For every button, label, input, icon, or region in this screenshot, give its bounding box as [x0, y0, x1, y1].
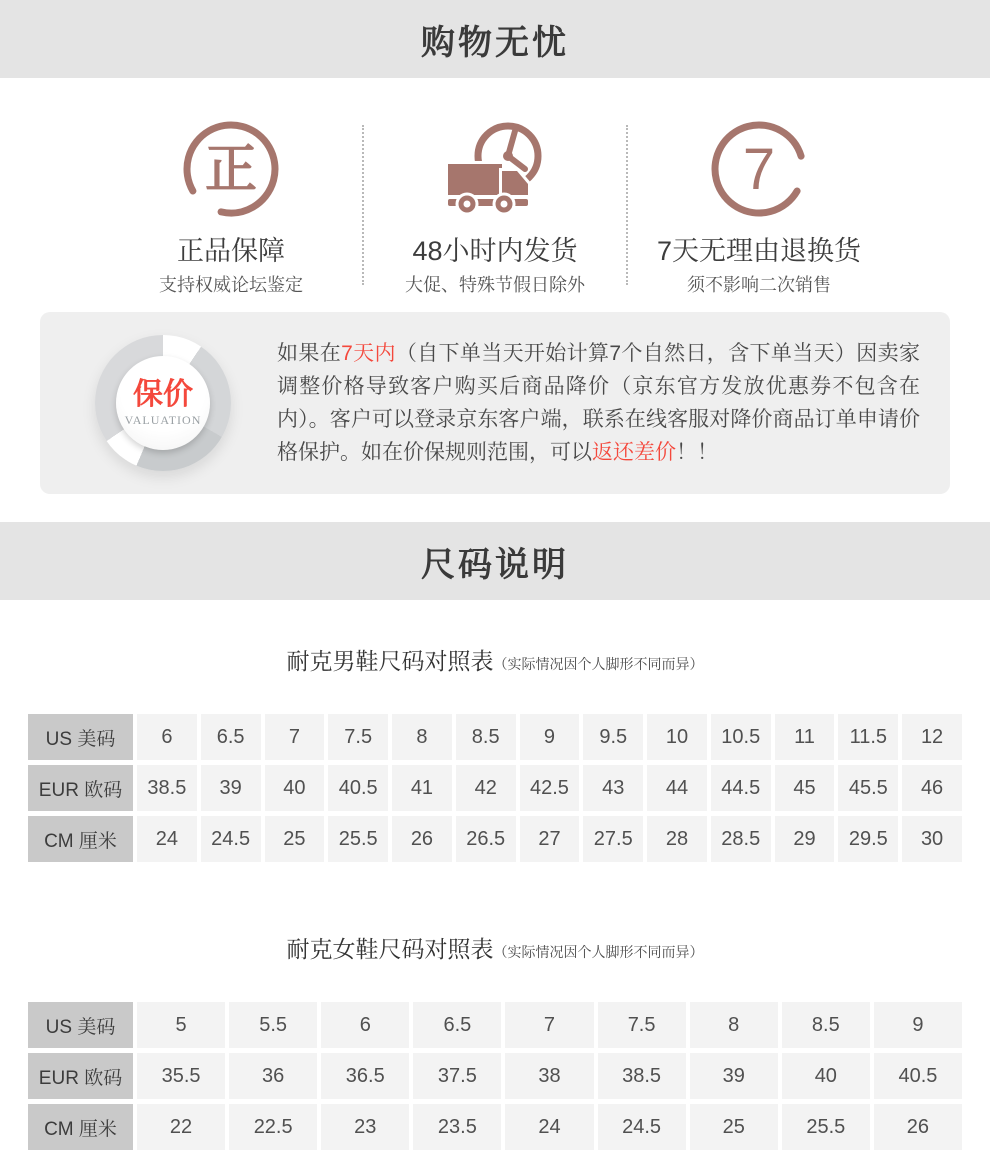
- table-row: [28, 765, 962, 811]
- guarantee-title: 7天无理由退换货: [656, 236, 862, 266]
- size-cell: 45: [775, 765, 835, 811]
- size-cell: 8: [392, 714, 452, 760]
- size-cell: 35.5: [137, 1053, 225, 1099]
- size-cell: 24.5: [598, 1104, 686, 1150]
- size-cell: 44.5: [711, 765, 771, 811]
- guarantee-authenticity: [100, 114, 362, 296]
- seven-glyph: 7: [742, 137, 776, 202]
- size-cell: 24: [505, 1104, 593, 1150]
- size-cell: 40: [782, 1053, 870, 1099]
- price-text-segment: ！！: [676, 441, 718, 464]
- guarantee-shipping: [364, 114, 626, 296]
- mens-table-title-note: （实际情况因个人脚形不同而异）: [493, 656, 704, 672]
- size-cell: 42: [456, 765, 516, 811]
- table-row: [28, 1002, 962, 1048]
- size-cell: 8.5: [456, 714, 516, 760]
- shopping-section-header: [0, 0, 990, 78]
- size-cell: 11: [775, 714, 835, 760]
- size-row-header: US 美码: [28, 714, 133, 760]
- size-cell: 22: [137, 1104, 225, 1150]
- size-cell: 40: [265, 765, 325, 811]
- size-cell: 25.5: [782, 1104, 870, 1150]
- price-text-segment: （自下单当天开始计算7个自然日，含下单当天）因卖家调整价格导致客户购买后商品降价（京东官方发放优惠券不包含在内）。客户可以登录京东客户端，联系在线客服对降价商品订单申请价格保护。如在价保规则范围，可以: [277, 342, 920, 464]
- mens-size-table: [28, 714, 962, 862]
- size-cell: 28: [647, 816, 707, 862]
- womens-table-title-note: （实际情况因个人脚形不同而异）: [493, 944, 704, 960]
- authenticity-seal-icon: [176, 114, 286, 224]
- size-row-header: CM 厘米: [28, 1104, 133, 1150]
- shipping-truck-clock-icon: [440, 114, 550, 224]
- size-cell: 43: [583, 765, 643, 811]
- badge-title: 保价: [133, 377, 193, 411]
- price-protection-badge-inner: [116, 356, 210, 450]
- size-row-header: EUR 欧码: [28, 765, 133, 811]
- guarantee-subtitle: 大促、特殊节假日除外: [405, 275, 585, 295]
- size-cell: 7: [265, 714, 325, 760]
- guarantee-row: [100, 78, 890, 304]
- womens-table-title: [0, 934, 990, 968]
- size-cell: 40.5: [874, 1053, 962, 1099]
- size-row-header: US 美码: [28, 1002, 133, 1048]
- size-cell: 24: [137, 816, 197, 862]
- guarantee-title: 正品保障: [177, 236, 285, 266]
- size-cell: 26: [392, 816, 452, 862]
- size-cell: 37.5: [413, 1053, 501, 1099]
- womens-table-title-main: 耐克女鞋尺码对照表: [286, 936, 494, 962]
- mens-table-title: [0, 646, 990, 680]
- size-cell: 8.5: [782, 1002, 870, 1048]
- size-cell: 27.5: [583, 816, 643, 862]
- womens-size-table: [28, 1002, 962, 1150]
- seal-glyph: 正: [204, 141, 258, 199]
- size-cell: 36.5: [321, 1053, 409, 1099]
- size-cell: 25.5: [328, 816, 388, 862]
- size-cell: 27: [520, 816, 580, 862]
- size-cell: 7.5: [598, 1002, 686, 1048]
- guarantee-subtitle: 须不影响二次销售: [687, 275, 831, 295]
- mens-table-title-main: 耐克男鞋尺码对照表: [286, 648, 494, 674]
- size-cell: 22.5: [229, 1104, 317, 1150]
- size-cell: 5.5: [229, 1002, 317, 1048]
- seven-day-return-icon: [704, 114, 814, 224]
- size-cell: 8: [690, 1002, 778, 1048]
- size-row-header: CM 厘米: [28, 816, 133, 862]
- price-text-highlight: 返还差价: [592, 441, 676, 464]
- size-cell: 12: [902, 714, 962, 760]
- size-cell: 10.5: [711, 714, 771, 760]
- size-cell: 25: [265, 816, 325, 862]
- size-cell: 5: [137, 1002, 225, 1048]
- size-cell: 40.5: [328, 765, 388, 811]
- size-cell: 23: [321, 1104, 409, 1150]
- price-protection-badge: [95, 335, 231, 471]
- size-row-header: EUR 欧码: [28, 1053, 133, 1099]
- size-cell: 26.5: [456, 816, 516, 862]
- size-cell: 6: [321, 1002, 409, 1048]
- size-cell: 24.5: [201, 816, 261, 862]
- size-cell: 45.5: [838, 765, 898, 811]
- price-protection-panel: [40, 312, 950, 494]
- guarantee-title: 48小时内发货: [412, 236, 578, 266]
- table-row: [28, 714, 962, 760]
- size-cell: 39: [690, 1053, 778, 1099]
- size-cell: 38.5: [598, 1053, 686, 1099]
- size-cell: 38: [505, 1053, 593, 1099]
- guarantee-subtitle: 支持权威论坛鉴定: [159, 275, 303, 295]
- size-cell: 9: [520, 714, 580, 760]
- size-cell: 38.5: [137, 765, 197, 811]
- price-protection-text: [277, 337, 920, 469]
- size-cell: 11.5: [838, 714, 898, 760]
- guarantee-return: [628, 114, 890, 296]
- shopping-section-title: 购物无忧: [421, 23, 569, 62]
- size-cell: 7: [505, 1002, 593, 1048]
- size-cell: 9.5: [583, 714, 643, 760]
- table-row: [28, 1104, 962, 1150]
- size-cell: 29: [775, 816, 835, 862]
- size-cell: 39: [201, 765, 261, 811]
- size-section-title: 尺码说明: [421, 545, 569, 584]
- price-text-segment: 如果在: [277, 342, 342, 365]
- size-cell: 29.5: [838, 816, 898, 862]
- size-cell: 6: [137, 714, 197, 760]
- size-cell: 26: [874, 1104, 962, 1150]
- size-cell: 44: [647, 765, 707, 811]
- price-text-highlight: 7天内: [341, 342, 396, 365]
- badge-subtitle: VALUATION: [124, 412, 202, 427]
- size-cell: 30: [902, 816, 962, 862]
- size-cell: 42.5: [520, 765, 580, 811]
- size-cell: 46: [902, 765, 962, 811]
- table-row: [28, 1053, 962, 1099]
- size-cell: 36: [229, 1053, 317, 1099]
- size-cell: 6.5: [413, 1002, 501, 1048]
- size-cell: 41: [392, 765, 452, 811]
- size-cell: 10: [647, 714, 707, 760]
- size-cell: 9: [874, 1002, 962, 1048]
- size-cell: 7.5: [328, 714, 388, 760]
- size-cell: 23.5: [413, 1104, 501, 1150]
- size-cell: 28.5: [711, 816, 771, 862]
- size-section-header: [0, 522, 990, 600]
- size-cell: 25: [690, 1104, 778, 1150]
- size-cell: 6.5: [201, 714, 261, 760]
- table-row: [28, 816, 962, 862]
